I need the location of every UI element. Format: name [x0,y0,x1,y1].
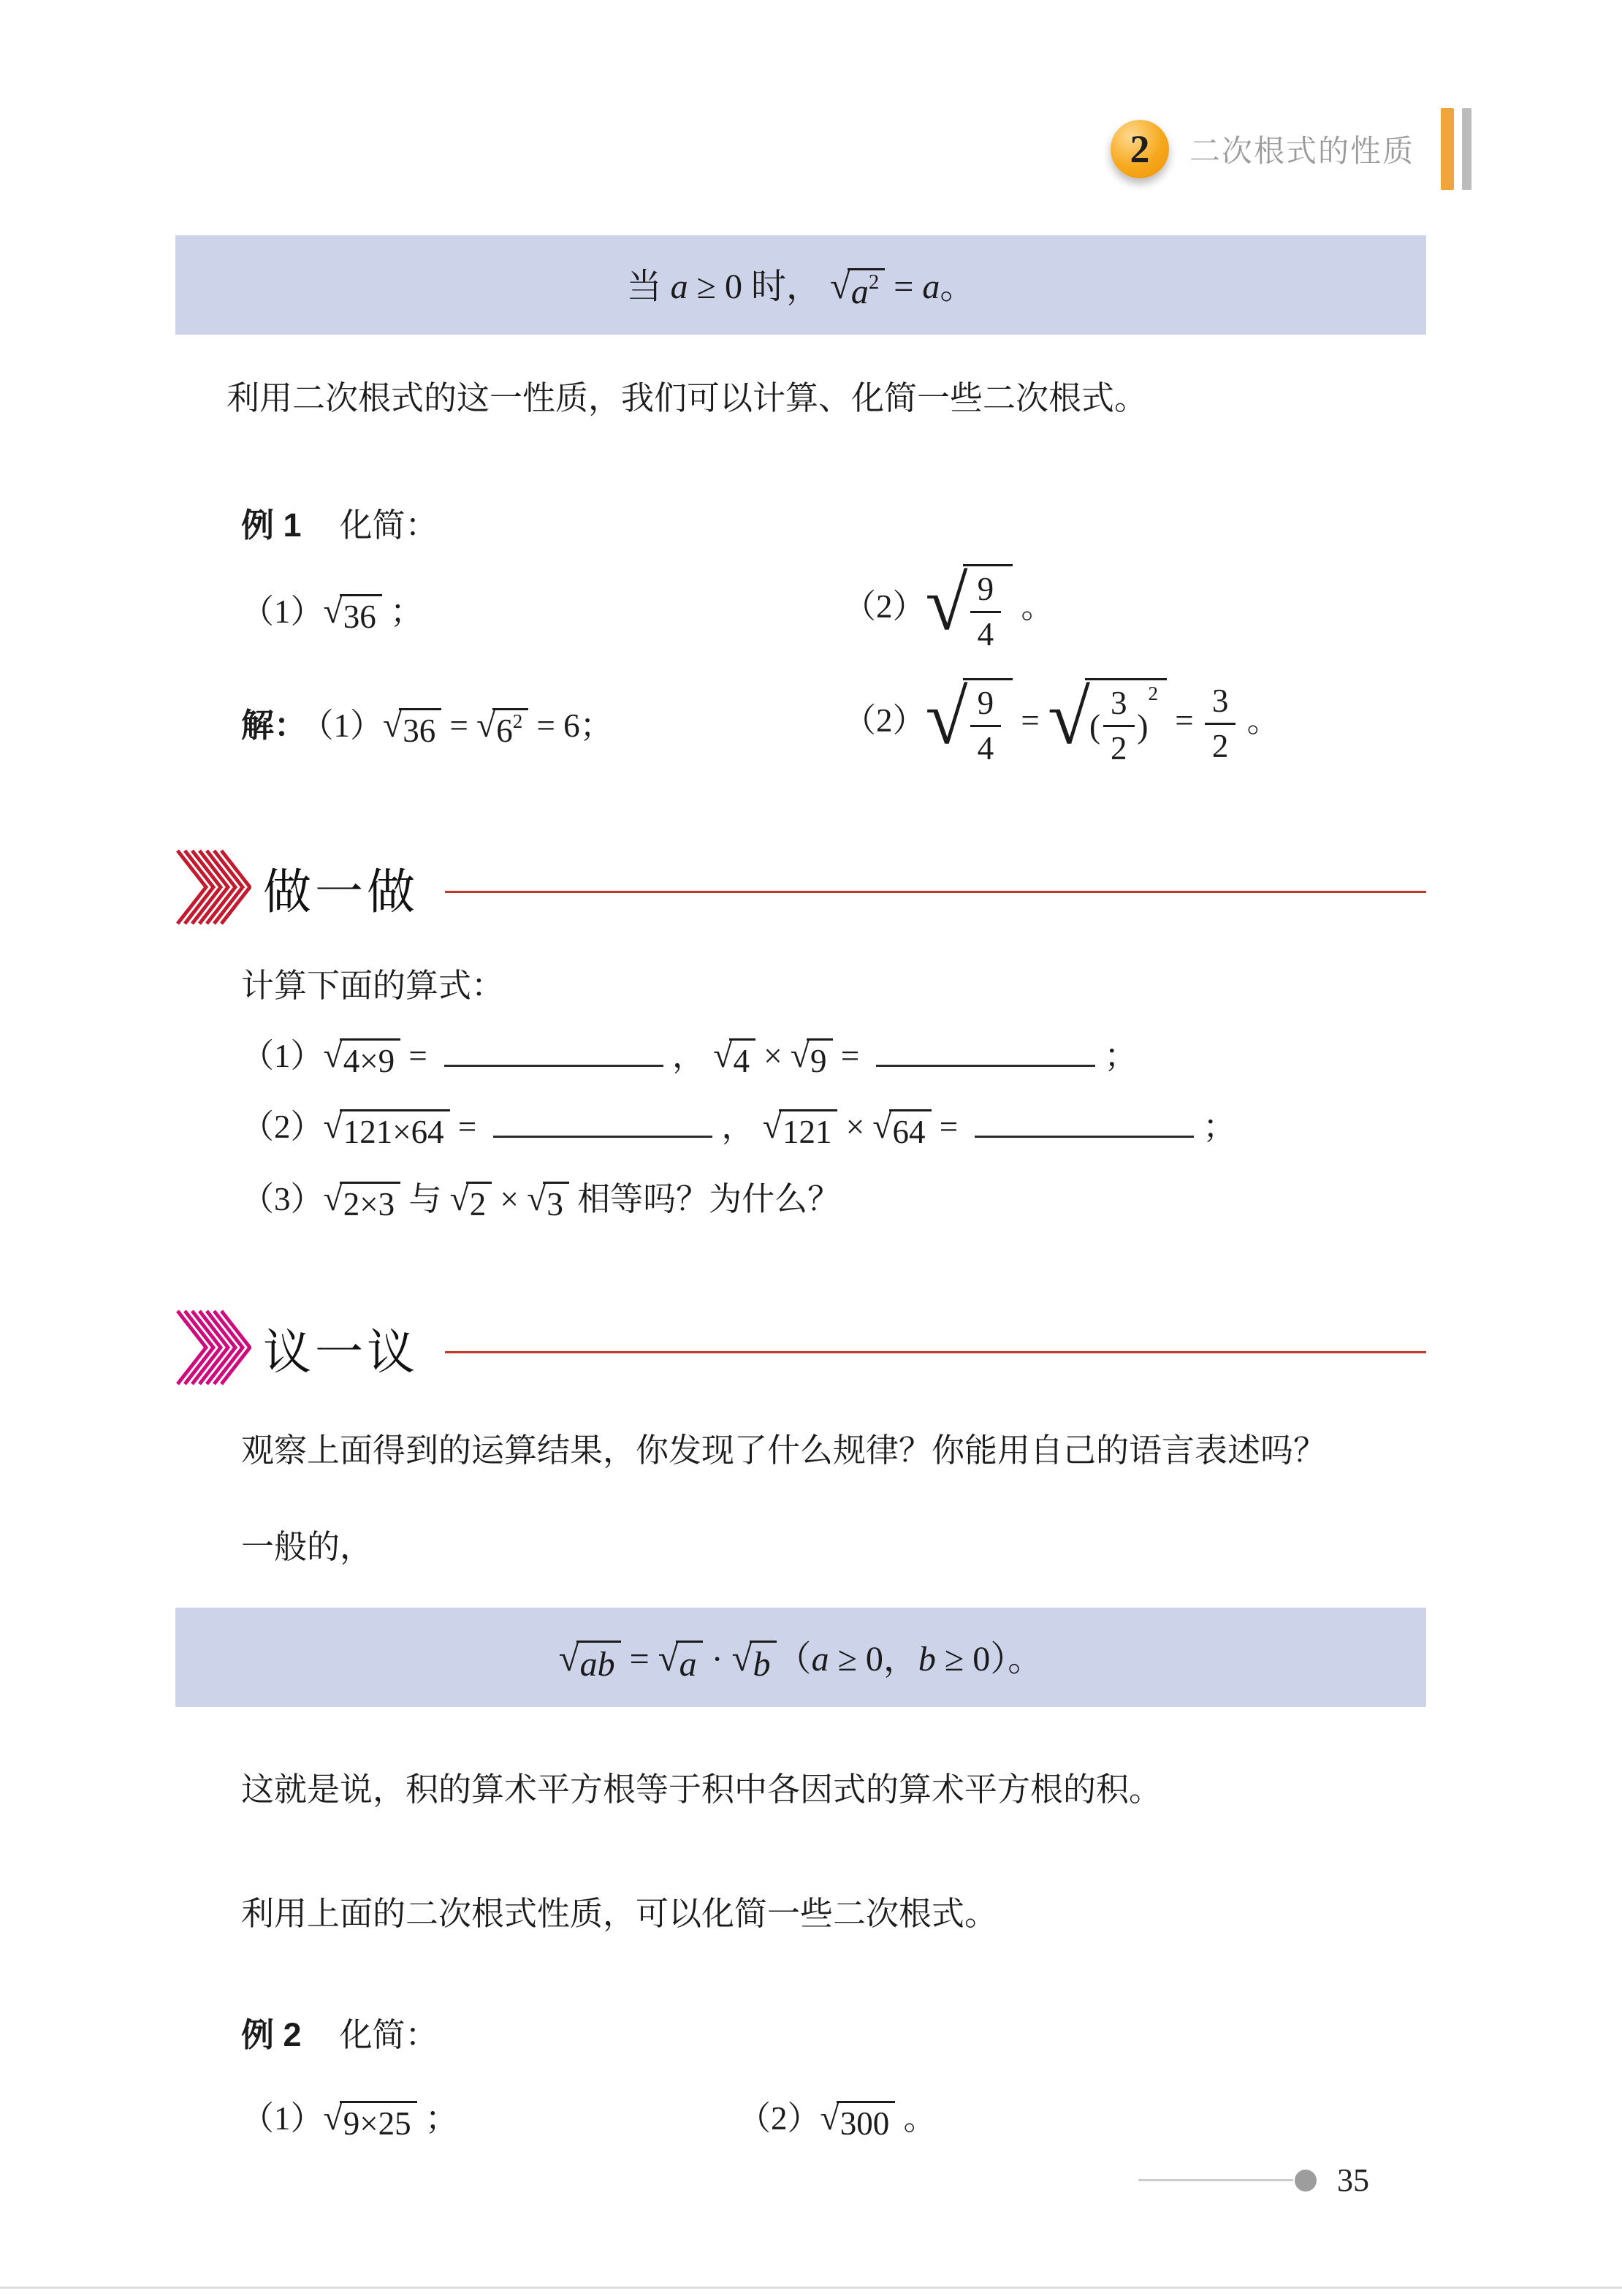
decor-bar-gray [1462,108,1471,190]
math-variable: a [811,1640,829,1679]
section-rule [445,891,1426,893]
radical-sign: √ [383,705,403,745]
math-text: （1） [317,707,384,744]
radicand [340,594,382,636]
math-superscript: 2 [1148,683,1158,704]
section-discuss-title: 议一议 [263,1326,419,1380]
math-text: = [931,1109,967,1145]
radicand [340,1182,400,1223]
math-text: 。 [895,2100,937,2137]
radical [658,1638,703,1684]
example1-heading [241,498,438,546]
decor-bar-orange [1441,108,1454,190]
fill-in-blank [493,1136,712,1138]
math-text: 3 [547,1186,563,1223]
page-bottom-edge [0,2287,1622,2289]
math-text: ≥ 0， [829,1640,918,1679]
fraction-numerator: 9 [970,684,1002,727]
example1-items-row [241,560,1054,655]
fraction [1205,682,1236,766]
math-text: 121 [782,1114,832,1150]
math-superscript: 2 [512,710,523,732]
product-rule-formula [559,1630,1043,1684]
math-text: 2×3 [343,1186,395,1223]
radical [449,1179,492,1223]
math-text: 4 [733,1043,750,1079]
radicand [492,708,528,750]
math-text: 。 [940,267,975,306]
square-property-formula [627,258,975,312]
math-text: 4×9 [343,1043,395,1079]
example1-item-2 [843,560,1054,655]
math-text: ； [381,593,423,630]
fill-in-blank [876,1065,1095,1067]
radical-sign: √ [925,560,968,646]
example2-heading [241,2008,438,2056]
radical-sign: √ [323,1036,343,1075]
math-text: （3） [241,1181,324,1217]
radical-sign: √ [872,1107,892,1146]
fraction-numerator: 9 [970,570,1002,613]
math-text: = [400,1038,435,1074]
footer-line [1138,2179,1293,2181]
math-text: 。 [1013,588,1054,625]
math-text: （2） [843,588,926,625]
radicand [848,268,885,312]
math-text: （2） [241,1109,324,1145]
math-text: 300 [839,2105,890,2142]
math-text: 6 [496,712,513,749]
radical [383,705,441,750]
example2-item-1 [241,2091,738,2143]
math-variable: ab [579,1645,615,1684]
section-rule [445,1351,1426,1353]
radicand [340,2101,417,2143]
radicand [807,1038,833,1080]
fraction [970,570,1002,654]
chevron-fan-icon [175,1307,251,1388]
math-variable: b [753,1645,771,1684]
math-text: ≥ 0 时， [688,267,830,306]
math-variable: a [850,273,869,311]
fraction-denominator: 4 [977,730,994,767]
intro-paragraph: 利用二次根式的这一性质，我们可以计算、化简一些二次根式。 [226,380,1148,417]
product-rule-explanation: 这就是说，积的算术平方根等于积中各因式的算术平方根的积。 [241,1771,1162,1808]
radical [925,674,1013,769]
radicand [543,1182,569,1223]
do-line-1-expression [241,1029,1137,1080]
math-text: 64 [892,1114,926,1150]
radical [820,2101,896,2143]
radicand [676,1641,703,1684]
radicand [729,1038,755,1080]
fraction-denominator: 2 [1111,730,1127,767]
fraction-denominator: 4 [977,616,994,653]
radicand [466,1182,492,1223]
radical [323,591,382,636]
radicand [340,1109,450,1151]
math-text: · [702,1640,732,1679]
radical-sign: √ [790,1036,810,1075]
example2-item-2 [738,2091,936,2143]
math-text: （1） [241,2100,324,2137]
math-text: = [620,1640,658,1679]
radical [1047,674,1167,769]
example1-solution-2-expression [843,674,1280,767]
math-text: 与 [400,1181,450,1217]
radical [925,560,1013,655]
radical [324,1109,450,1151]
math-text: 2 [469,1186,487,1223]
radicand [963,678,1013,769]
page-number: 35 [1337,2162,1369,2198]
math-text: （1） [241,1038,324,1074]
example1-item-2-expression [843,560,1054,653]
math-text: （1） [241,593,324,630]
fraction [1103,684,1135,768]
math-text: × [755,1038,791,1074]
math-variable: a [922,267,940,306]
do-line-3 [241,1172,840,1223]
math-text: 36 [403,712,436,749]
example1-item-1-expression [241,591,423,635]
radical-sign: √ [323,2099,343,2137]
fraction-numerator: 3 [1103,684,1135,727]
math-text: （2） [738,2100,820,2137]
fraction-numerator: 3 [1205,682,1236,725]
radical [324,1038,401,1080]
example2-task: 化简： [339,2017,438,2053]
do-line-2-expression [241,1100,1235,1151]
do-line-1 [241,1029,1137,1080]
radical-sign: √ [762,1107,782,1146]
radicand [963,564,1013,655]
math-text: ( [1089,707,1100,745]
radical [872,1109,931,1151]
example1-solution-2 [843,674,1280,769]
math-text: 36 [343,598,376,635]
radical-sign: √ [476,705,496,745]
math-text: 9×25 [343,2105,411,2142]
math-text: ； [416,2100,458,2137]
math-superscript: 2 [868,270,880,294]
section-do [175,846,1426,928]
do-prompt: 计算下面的算式： [241,968,505,1004]
example2-item-2-expression [738,2099,937,2142]
footer-dot [1295,2170,1317,2192]
radical-sign: √ [713,1036,733,1075]
do-line-2 [241,1100,1235,1151]
fraction-denominator: 2 [1211,728,1229,765]
math-text: （2） [843,702,926,739]
radical-sign: √ [323,1107,343,1146]
radical-sign: √ [323,591,343,631]
fill-in-blank [444,1065,663,1067]
math-text: ； [1203,1109,1236,1145]
radical [558,1638,621,1684]
example1-solution-row [241,674,1280,769]
radical-sign: √ [527,1179,547,1218]
math-text: × [492,1181,528,1217]
page-footer [1138,2162,1369,2199]
discussion-question: 观察上面得到的运算结果，你发现了什么规律？你能用自己的语言表述吗？ [241,1432,1327,1469]
radical [713,1038,755,1080]
chapter-title: 二次根式的性质 [1189,134,1415,168]
math-text: 。 [1238,702,1280,739]
radical-sign: √ [1047,674,1090,760]
example1-item-1 [241,585,843,636]
radicand [779,1109,838,1151]
application-note: 利用上面的二次根式性质，可以化简一些二次根式。 [241,1896,998,1932]
formula-banner-square-property [175,235,1426,335]
formula-banner-product-rule [175,1608,1426,1707]
radical-sign: √ [731,1638,753,1679]
radicand [340,1038,400,1080]
chapter-header [1111,108,1471,190]
math-bold-text: 解： [241,706,308,744]
math-variable: b [918,1640,936,1679]
math-variable: a [670,267,688,306]
chapter-number-badge [1111,120,1169,178]
math-text: ； [1104,1038,1138,1074]
radicand [1085,678,1167,769]
radical [323,1179,401,1223]
math-text: （ [776,1640,812,1679]
example1-label: 例 1 [241,506,302,544]
chapter-number: 2 [1130,127,1150,171]
math-text: = 6； [528,707,613,744]
math-variable: a [679,1645,697,1684]
radicand [889,1109,932,1151]
math-text: ， [671,1038,714,1074]
radical-sign: √ [925,674,968,760]
example2-item-1-expression [241,2099,458,2142]
example2-label: 例 2 [241,2016,302,2053]
radical [324,2101,417,2143]
math-text: 相等吗？为什么？ [568,1181,841,1217]
math-text: ≥ 0）。 [935,1640,1043,1679]
math-text: 当 [626,267,671,306]
radicand [576,1641,621,1684]
radical-sign: √ [820,2099,839,2137]
section-discuss [175,1307,1426,1388]
example2-items-row [241,2091,936,2143]
radical [476,705,528,750]
example1-task: 化简： [339,507,438,544]
radical [731,1638,777,1684]
radical [830,268,885,312]
section-do-title: 做一做 [263,865,419,919]
math-text: = [441,707,477,744]
radical-sign: √ [829,266,850,307]
chevron-fan-icon [175,846,251,928]
radicand [399,708,441,750]
fraction [970,684,1002,768]
radical-sign: √ [658,1638,679,1679]
lead-in-text: 一般的， [241,1529,373,1565]
math-text: = [885,267,923,306]
radical [791,1038,833,1080]
radical [527,1179,569,1223]
do-line-3-expression [241,1172,840,1223]
radicand [750,1641,777,1684]
math-text: = [449,1109,485,1145]
math-text: ， [721,1109,763,1145]
math-text: = [1167,702,1202,739]
example1-solution-1-expression [241,705,613,749]
math-text: = [1013,702,1048,739]
math-text: × [837,1109,873,1145]
math-text: ) [1137,707,1149,745]
math-text: 121×64 [343,1114,444,1150]
fill-in-blank [975,1136,1194,1138]
radical-sign: √ [449,1179,469,1218]
math-text: 9 [810,1043,827,1079]
radicand [837,2101,896,2143]
radical-sign: √ [558,1638,579,1679]
radical [763,1109,838,1151]
header-decor-bars [1441,108,1471,190]
math-text: = [832,1038,868,1074]
example1-solution-1 [241,699,843,750]
radical-sign: √ [323,1179,343,1218]
